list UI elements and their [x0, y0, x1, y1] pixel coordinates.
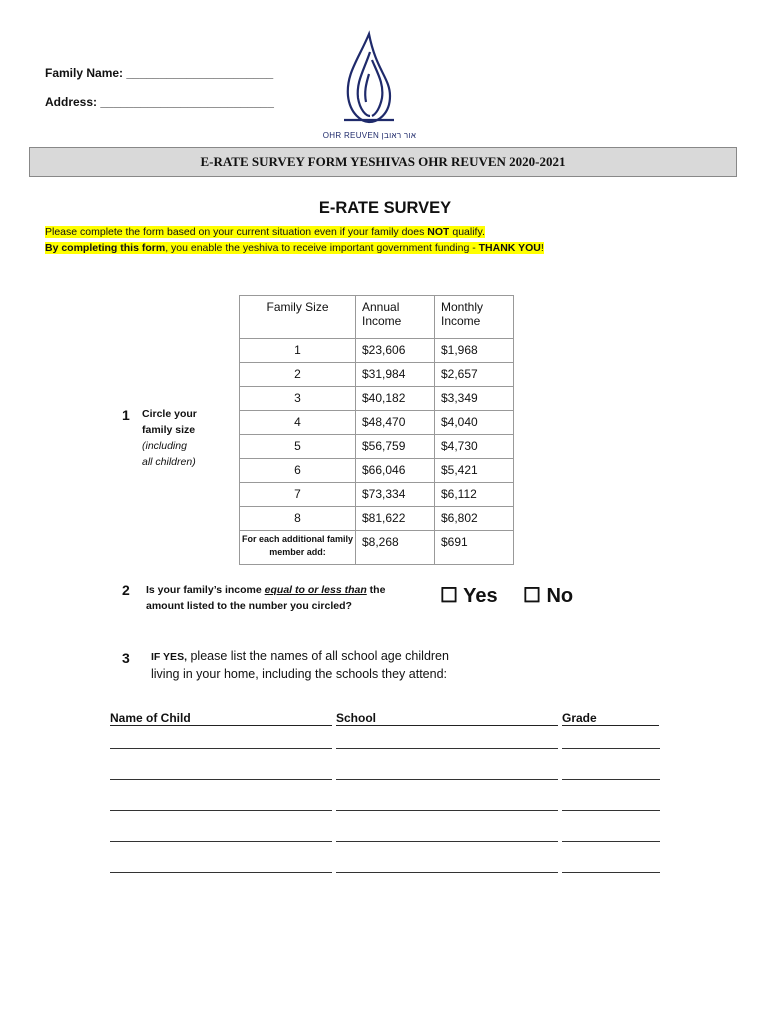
header-annual-income: Annual Income: [356, 296, 435, 339]
monthly-income-cell: $4,040: [435, 411, 514, 435]
column-school: School: [336, 711, 558, 726]
child-school-line[interactable]: [336, 779, 558, 780]
table-row-additional: [240, 531, 514, 565]
logo-caption: OHR REUVEN אור ראובן: [322, 131, 417, 140]
family-size-cell[interactable]: 3: [240, 387, 356, 411]
table-row[interactable]: [240, 387, 514, 411]
annual-income-cell: $66,046: [356, 459, 435, 483]
question-1-number: 1: [122, 407, 130, 423]
column-grade: Grade: [562, 711, 659, 726]
form-banner: E-RATE SURVEY FORM YESHIVAS OHR REUVEN 2020-2021: [29, 147, 737, 177]
question-2-line: amount listed to the number you circled?: [146, 600, 352, 612]
question-1-line: family size: [142, 424, 196, 436]
child-name-line[interactable]: [110, 872, 332, 873]
child-name-line[interactable]: [110, 779, 332, 780]
child-school-line[interactable]: [336, 872, 558, 873]
annual-income-cell: $73,334: [356, 483, 435, 507]
child-grade-line[interactable]: [562, 779, 660, 780]
monthly-income-cell: $6,802: [435, 507, 514, 531]
table-row[interactable]: [240, 363, 514, 387]
family-size-cell[interactable]: 6: [240, 459, 356, 483]
header-family-size: Family Size: [240, 296, 356, 339]
additional-annual-cell: $8,268: [356, 531, 435, 565]
annual-income-cell: $23,606: [356, 339, 435, 363]
child-name-line[interactable]: [110, 748, 332, 749]
family-size-cell[interactable]: 5: [240, 435, 356, 459]
family-size-cell[interactable]: 1: [240, 339, 356, 363]
question-3-text: [151, 648, 449, 683]
additional-monthly-cell: $691: [435, 531, 514, 565]
monthly-income-cell: $5,421: [435, 459, 514, 483]
question-3-line2: living in your home, including the schools they attend:: [151, 667, 448, 681]
header-monthly-income: Monthly Income: [435, 296, 514, 339]
instruction-emphasis: NOT: [427, 226, 450, 238]
question-1-note: (including: [142, 440, 187, 452]
table-row[interactable]: [240, 435, 514, 459]
question-2-number: 2: [122, 582, 130, 598]
question-2-post: the: [366, 584, 386, 596]
table-row[interactable]: [240, 411, 514, 435]
instruction-text: Please complete the form based on your current situation even if your family does: [45, 226, 428, 238]
child-name-line[interactable]: [110, 810, 332, 811]
question-3-line1: please list the names of all school age children: [187, 649, 449, 663]
flame-logo-icon: [322, 30, 417, 130]
annual-income-cell: $81,622: [356, 507, 435, 531]
instruction-line-2: [45, 238, 544, 256]
ohr-reuven-logo: [322, 30, 417, 140]
child-grade-line[interactable]: [562, 841, 660, 842]
table-row[interactable]: [240, 483, 514, 507]
instruction-text: !: [540, 242, 544, 254]
family-size-cell[interactable]: 2: [240, 363, 356, 387]
child-grade-line[interactable]: [562, 810, 660, 811]
question-3-line: [151, 648, 449, 666]
table-header-row: [240, 296, 514, 339]
child-school-line[interactable]: [336, 810, 558, 811]
annual-income-cell: $56,759: [356, 435, 435, 459]
family-size-cell[interactable]: 7: [240, 483, 356, 507]
monthly-income-cell: $4,730: [435, 435, 514, 459]
question-2-emphasis: equal to or less than: [264, 584, 367, 596]
yes-checkbox[interactable]: ☐ Yes: [440, 585, 498, 607]
no-checkbox[interactable]: ☐ No: [523, 585, 574, 607]
monthly-income-cell: $6,112: [435, 483, 514, 507]
question-3-number: 3: [122, 650, 130, 666]
question-2-text: [146, 582, 385, 614]
instruction-text: qualify.: [449, 226, 485, 238]
address-label: Address: __________________________: [45, 95, 274, 109]
instruction-emphasis: By completing this form: [45, 242, 166, 254]
table-row[interactable]: [240, 459, 514, 483]
column-name-of-child: Name of Child: [110, 711, 332, 726]
annual-income-cell: $48,470: [356, 411, 435, 435]
child-name-line[interactable]: [110, 841, 332, 842]
page-title: E-RATE SURVEY: [318, 199, 452, 217]
question-2-pre: Is your family’s income: [146, 584, 265, 596]
table-row[interactable]: [240, 339, 514, 363]
monthly-income-cell: $1,968: [435, 339, 514, 363]
child-school-line[interactable]: [336, 841, 558, 842]
family-size-cell[interactable]: 4: [240, 411, 356, 435]
table-row[interactable]: [240, 507, 514, 531]
child-school-line[interactable]: [336, 748, 558, 749]
child-grade-line[interactable]: [562, 748, 660, 749]
instruction-thanks: THANK YOU: [478, 242, 541, 254]
question-1-text: [142, 406, 197, 470]
annual-income-cell: $31,984: [356, 363, 435, 387]
question-3-if-yes: IF YES,: [151, 651, 187, 663]
family-name-label: Family Name: ______________________: [45, 66, 274, 80]
child-grade-line[interactable]: [562, 872, 660, 873]
additional-member-label: For each additional family member add:: [240, 531, 356, 565]
question-1-line: Circle your: [142, 408, 197, 420]
monthly-income-cell: $3,349: [435, 387, 514, 411]
income-table: [239, 295, 514, 565]
annual-income-cell: $40,182: [356, 387, 435, 411]
question-2-line: [146, 582, 385, 598]
question-1-note: all children): [142, 456, 196, 468]
instruction-text: , you enable the yeshiva to receive important government funding -: [165, 242, 479, 254]
monthly-income-cell: $2,657: [435, 363, 514, 387]
family-size-cell[interactable]: 8: [240, 507, 356, 531]
